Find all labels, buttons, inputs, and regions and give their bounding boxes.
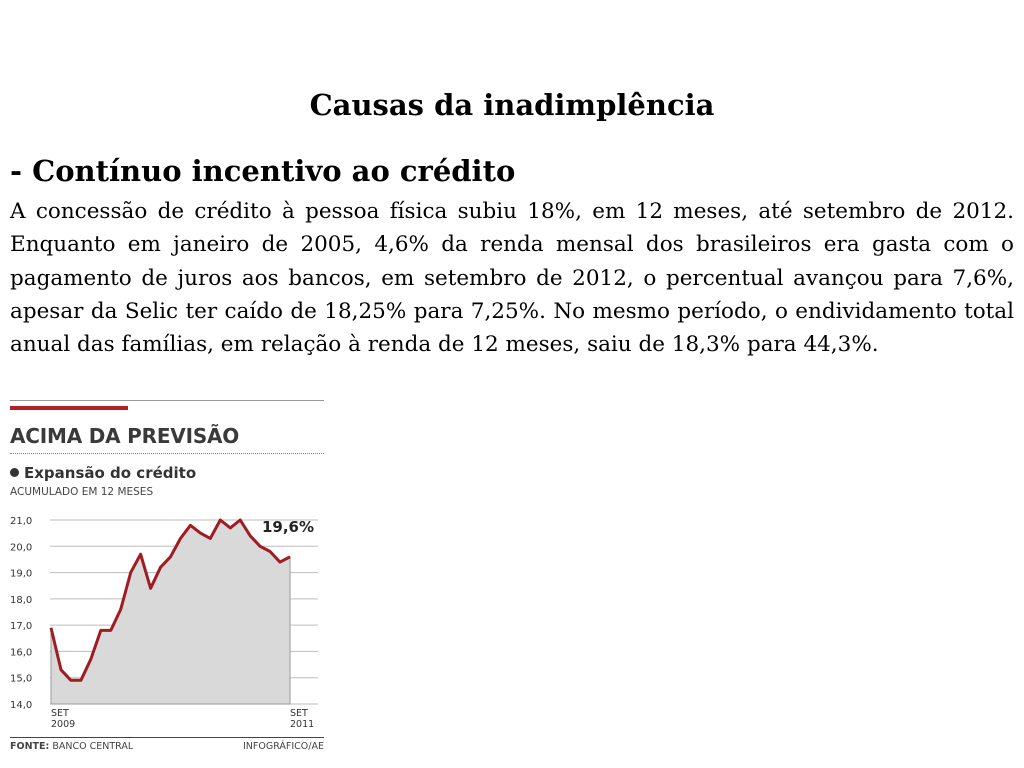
source-note xyxy=(10,741,133,752)
source-label: FONTE: xyxy=(10,741,50,752)
source-value: BANCO CENTRAL xyxy=(52,741,134,752)
y-tick-label: 20,0 xyxy=(10,542,33,554)
infographic-headline: ACIMA DA PREVISÃO xyxy=(10,424,240,448)
y-tick-label: 15,0 xyxy=(10,673,33,685)
top-rule xyxy=(10,400,324,401)
y-tick-label: 19,0 xyxy=(10,568,33,580)
chart-subhead xyxy=(10,464,196,482)
x-tick-label: 2009 xyxy=(51,719,76,730)
y-tick-label: 16,0 xyxy=(10,647,33,659)
chart-area xyxy=(51,520,290,704)
value-annotation: 19,6% xyxy=(261,517,314,536)
body-paragraph: A concessão de crédito à pessoa física subiu 18%, em 12 meses, até setembro de 2012. Enquanto em janeiro de 2005, 4,6% da renda mensal dos brasileiros era gasta com o pagamento de juros aos bancos, em setembro de 2012, o percentual avançou para 7,6%, apesar da Selic ter caído de 18,25% para 7,25%. No mesmo período, o endividamento total anual das famílias, em relação à renda de 12 meses, saiu de 18,3% para 44,3%. xyxy=(10,199,1014,358)
x-tick-label: 2011 xyxy=(290,719,315,730)
y-tick-label: 21,0 xyxy=(10,516,33,527)
infographic-credit: INFOGRÁFICO/AE xyxy=(242,741,324,752)
section-heading: - Contínuo incentivo ao crédito xyxy=(10,154,516,188)
chart-subhead-text: Expansão do crédito xyxy=(24,464,197,482)
slide-title: Causas da inadimplência xyxy=(309,88,715,122)
dotted-divider xyxy=(10,453,324,454)
credit-expansion-infographic xyxy=(10,400,326,760)
x-tick-label: SET xyxy=(290,708,308,719)
y-tick-label: 17,0 xyxy=(10,621,33,633)
bullet-icon xyxy=(10,468,19,477)
y-tick-label: 18,0 xyxy=(10,594,33,606)
x-tick-label: SET xyxy=(51,708,69,719)
credit-expansion-chart xyxy=(10,512,324,732)
bottom-rule xyxy=(10,737,324,738)
y-tick-label: 14,0 xyxy=(10,700,33,711)
chart-caption: ACUMULADO EM 12 MESES xyxy=(10,486,154,498)
accent-bar xyxy=(10,406,128,410)
